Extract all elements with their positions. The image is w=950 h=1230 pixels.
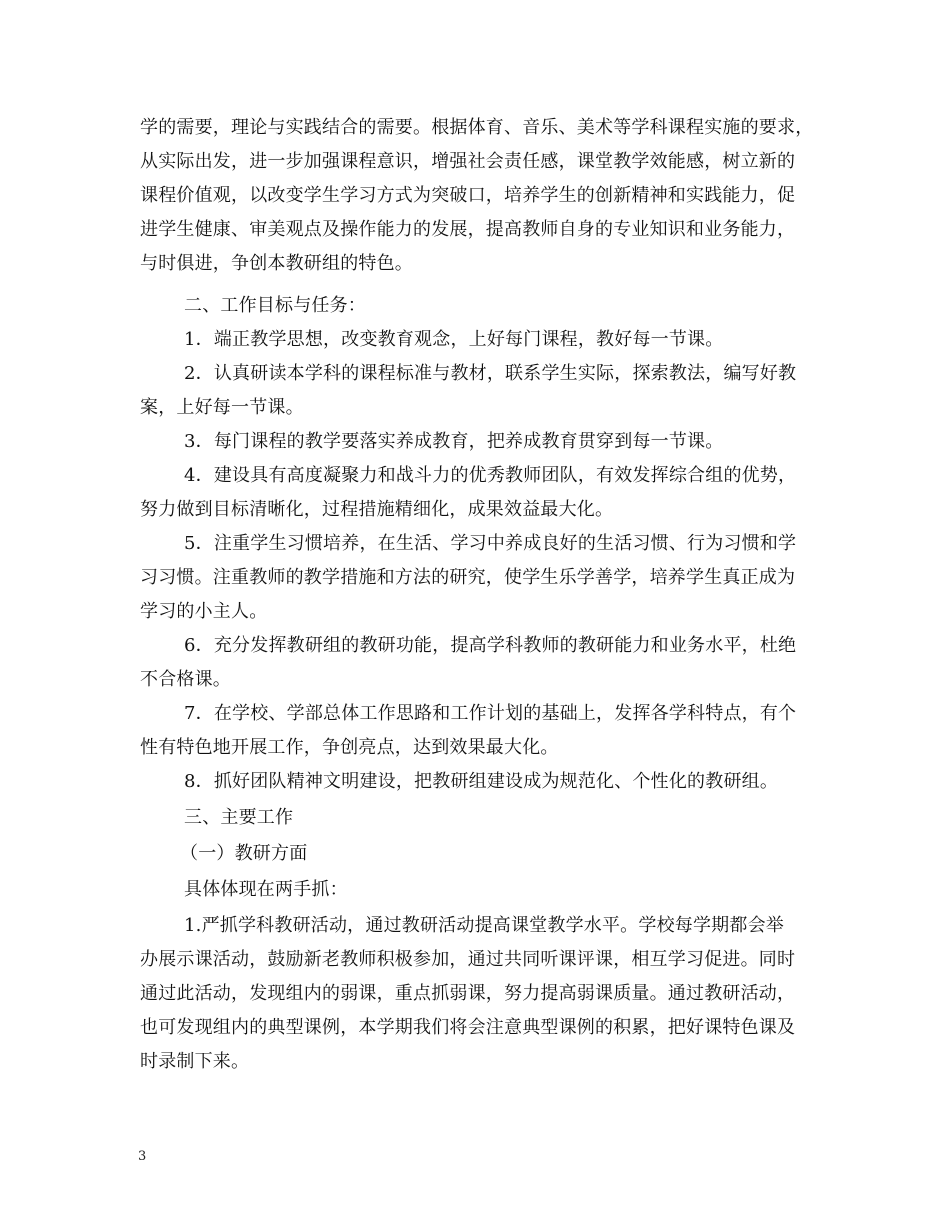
- body-text-line: 进学生健康、审美观点及操作能力的发展，提高教师自身的专业知识和业务能力，: [140, 219, 796, 240]
- body-text-line: 从实际出发，进一步加强课程意识，增强社会责任感，课堂教学效能感，树立新的: [140, 151, 796, 172]
- section-heading: 二、工作目标与任务：: [184, 295, 366, 316]
- page-number: 3: [138, 1149, 147, 1164]
- body-text-line: 学习的小主人。: [140, 601, 268, 622]
- list-item: 4．建设具有高度凝聚力和战斗力的优秀教师团队，有效发挥综合组的优势，: [184, 465, 797, 486]
- list-item: 6．充分发挥教研组的教研功能，提高学科教师的教研能力和业务水平，杜绝: [184, 635, 797, 656]
- body-text-line: 具体体现在两手抓：: [184, 879, 348, 900]
- list-item: 3．每门课程的教学要落实养成教育，把养成教育贯穿到每一节课。: [184, 431, 724, 452]
- body-text-line: 办展示课活动，鼓励新老教师积极参加，通过共同听课评课，相互学习促进。同时: [140, 949, 796, 970]
- list-item: 5．注重学生习惯培养，在生活、学习中养成良好的生活习惯、行为习惯和学: [184, 533, 797, 554]
- body-text-line: 案，上好每一节课。: [140, 397, 304, 418]
- body-text-line: 学的需要，理论与实践结合的需要。根据体育、音乐、美术等学科课程实施的要求，: [140, 117, 814, 138]
- list-item: 7．在学校、学部总体工作思路和工作计划的基础上，发挥各学科特点，有个: [184, 703, 797, 724]
- body-text-line: 也可发现组内的典型课例，本学期我们将会注意典型课例的积累，把好课特色课及: [140, 1017, 796, 1038]
- list-item: 1．端正教学思想，改变教育观念，上好每门课程，教好每一节课。: [184, 329, 724, 350]
- section-heading: 三、主要工作: [184, 807, 294, 828]
- body-text-line: 与时俱进，争创本教研组的特色。: [140, 253, 413, 274]
- list-item: 8．抓好团队精神文明建设，把教研组建设成为规范化、个性化的教研组。: [184, 771, 779, 792]
- subsection-heading: （一）教研方面: [180, 843, 308, 864]
- body-text-line: 努力做到目标清晰化，过程措施精细化，成果效益最大化。: [140, 499, 614, 520]
- body-text-line: 习习惯。注重教师的教学措施和方法的研究，使学生乐学善学，培养学生真正成为: [140, 567, 796, 588]
- list-item: 1.严抓学科教研活动，通过教研活动提高课堂教学水平。学校每学期都会举: [184, 915, 784, 936]
- list-item: 2．认真研读本学科的课程标准与教材，联系学生实际，探索教法，编写好教: [184, 363, 797, 384]
- body-text-line: 课程价值观，以改变学生学习方式为突破口，培养学生的创新精神和实践能力，促: [140, 185, 796, 206]
- body-text-line: 时录制下来。: [140, 1051, 250, 1072]
- body-text-line: 不合格课。: [140, 669, 231, 690]
- body-text-line: 性有特色地开展工作，争创亮点，达到效果最大化。: [140, 737, 559, 758]
- body-text-line: 通过此活动，发现组内的弱课，重点抓弱课，努力提高弱课质量。通过教研活动，: [140, 983, 796, 1004]
